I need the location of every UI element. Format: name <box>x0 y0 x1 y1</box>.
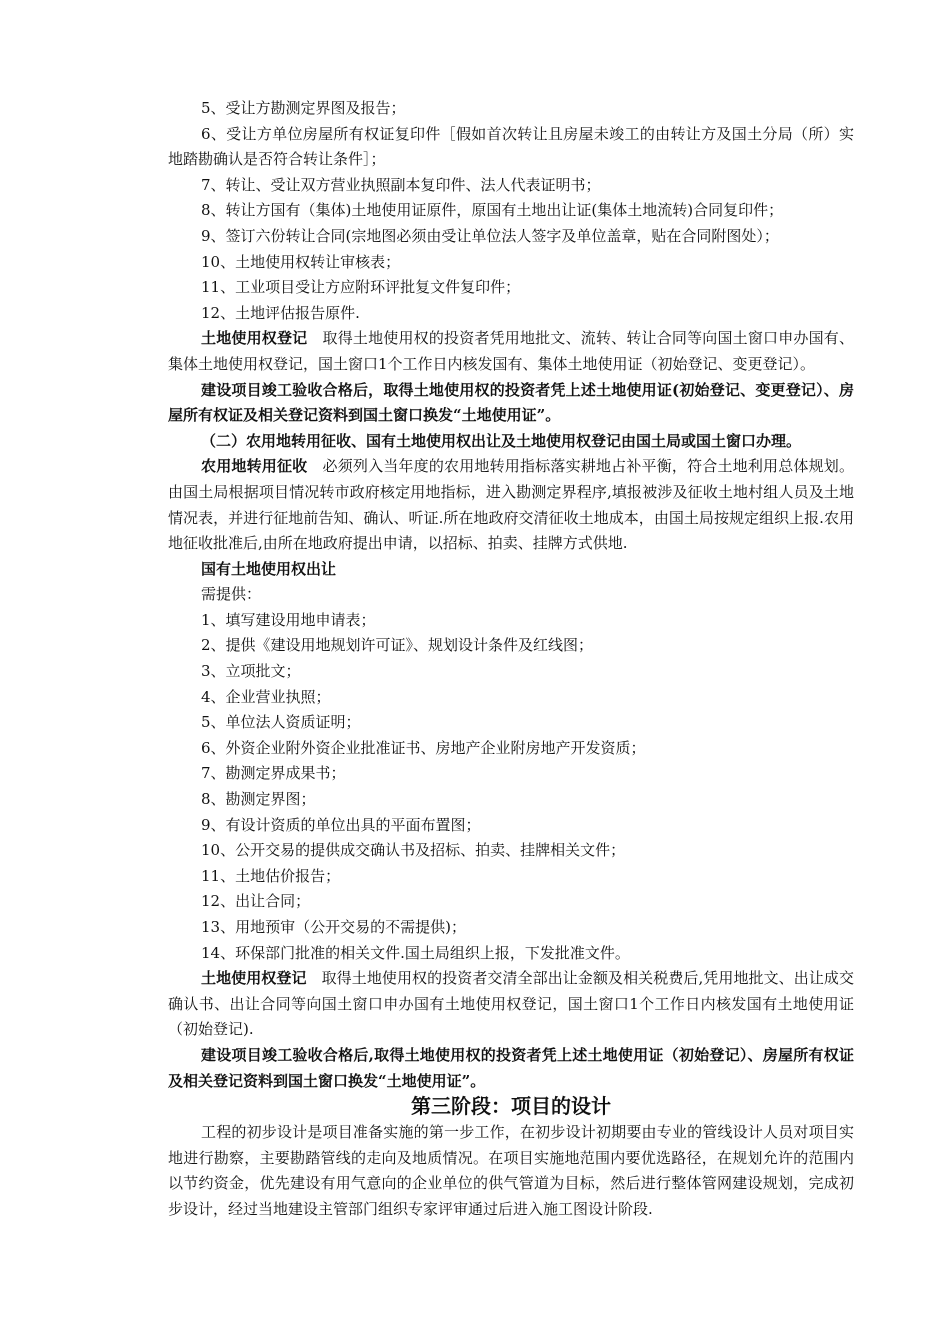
document-body <box>168 96 854 1223</box>
subsection-title: 国有土地使用权出让 <box>201 559 337 578</box>
list-item: 8、勘测定界图； <box>201 790 316 809</box>
list-item: 8、转让方国有（集体)土地使用证原件，原国有土地出让证(集体土地流转)合同复印件； <box>201 201 784 220</box>
land-registration-text: 取得土地使用权的投资者凭用地批文、流转、转让合同等向国土窗口申办国有、集体土地使用权登记，国土窗口1个工作日内核发国有、集体土地使用证（初始登记、变更登记）。 <box>168 329 854 373</box>
need-label: 需提供： <box>201 585 262 604</box>
list-item: 9、签订六份转让合同(宗地图必须由受让单位法人签字及单位盖章，贴在合同附图处）； <box>201 226 779 245</box>
list-item: 11、工业项目受让方应附环评批复文件复印件； <box>201 278 521 297</box>
design-paragraph: 工程的初步设计是项目准备实施的第一步工作，在初步设计初期要由专业的管线设计人员对项目实地进行勘察，主要勘踏管线的走向及地质情况。在项目实施地范围内要优选路径，在规划允许的范围内以节约资金，优先建设有用气意向的企业单位的供气管道为目标，然后进行整体管网建设规划，完成初步设计，经过当地建设主管部门组织专家评审通过后进入施工图设计阶段. <box>168 1123 854 1218</box>
land-registration-label-2: 土地使用权登记 <box>201 969 307 988</box>
list-item: 12、土地评估报告原件. <box>201 303 360 322</box>
land-registration-paragraph-2 <box>168 966 854 1043</box>
list-item: 11、土地估价报告； <box>201 866 341 885</box>
farmland-paragraph <box>168 454 854 556</box>
list-item: 14、环保部门批准的相关文件.国土局组织上报，下发批准文件。 <box>201 943 630 962</box>
list-item: 5、单位法人资质证明； <box>201 713 361 732</box>
list-item: 7、勘测定界成果书； <box>201 764 346 783</box>
list-item: 1、填写建设用地申请表； <box>201 610 376 629</box>
list-item: 9、有设计资质的单位出具的平面布置图； <box>201 815 481 834</box>
list-item: 6、受让方单位房屋所有权证复印件［假如首次转让且房屋未竣工的由转让方及国土分局（所）实地踏勘确认是否符合转让条件］； <box>168 124 854 169</box>
list-item: 5、受让方勘测定界图及报告； <box>201 99 406 117</box>
list-item: 7、转让、受让双方营业执照副本复印件、法人代表证明书； <box>201 175 601 194</box>
list-item: 2、提供《建设用地规划许可证》、规划设计条件及红线图； <box>201 636 594 655</box>
land-registration-text-2: 取得土地使用权的投资者交清全部出让金额及相关税费后,凭用地批文、出让成交确认书、出让合同等向国土窗口申办国有土地使用权登记，国土窗口1个工作日内核发国有土地使用证（初始登记). <box>168 969 854 1039</box>
list-item: 13、用地预审（公开交易的不需提供)； <box>201 918 466 936</box>
farmland-text: 必须列入当年度的农用地转用指标落实耕地占补平衡，符合土地利用总体规划。由国土局根据项目情况转市政府核定用地指标，进入勘测定界程序,填报被涉及征收土地村组人员及土地情况表，并进行征地前告知、确认、听证.所在地政府交清征收土地成本，由国土局按规定组织上报.农用地征收批准后,由所在地政府提出申请，以招标、拍卖、挂牌方式供地. <box>168 457 854 553</box>
land-registration-paragraph <box>168 326 854 377</box>
list-item: 3、立项批文； <box>201 662 301 681</box>
list-item: 4、企业营业执照； <box>201 687 331 706</box>
list-item: 12、出让合同； <box>201 892 311 911</box>
bold-note-2: 建设项目竣工验收合格后,取得土地使用权的投资者凭上述土地使用证（初始登记）、房屋所有权证及相关登记资料到国土窗口换发“土地使用证”。 <box>168 1045 854 1090</box>
list-item: 10、公开交易的提供成交确认书及招标、拍卖、挂牌相关文件； <box>201 841 626 860</box>
farmland-label: 农用地转用征收 <box>201 457 308 476</box>
land-registration-label: 土地使用权登记 <box>201 329 308 348</box>
bold-note: 建设项目竣工验收合格后，取得土地使用权的投资者凭上述土地使用证(初始登记、变更登记）、房屋所有权证及相关登记资料到国土窗口换发“土地使用证”。 <box>168 380 854 425</box>
list-item: 10、土地使用权转让审核表； <box>201 252 401 271</box>
section-heading: （二）农用地转用征收、国有土地使用权出让及土地使用权登记由国土局或国土窗口办理。 <box>201 431 802 450</box>
list-item: 6、外资企业附外资企业批准证书、房地产企业附房地产开发资质； <box>201 738 646 757</box>
stage-heading: 第三阶段：项目的设计 <box>411 1094 611 1119</box>
